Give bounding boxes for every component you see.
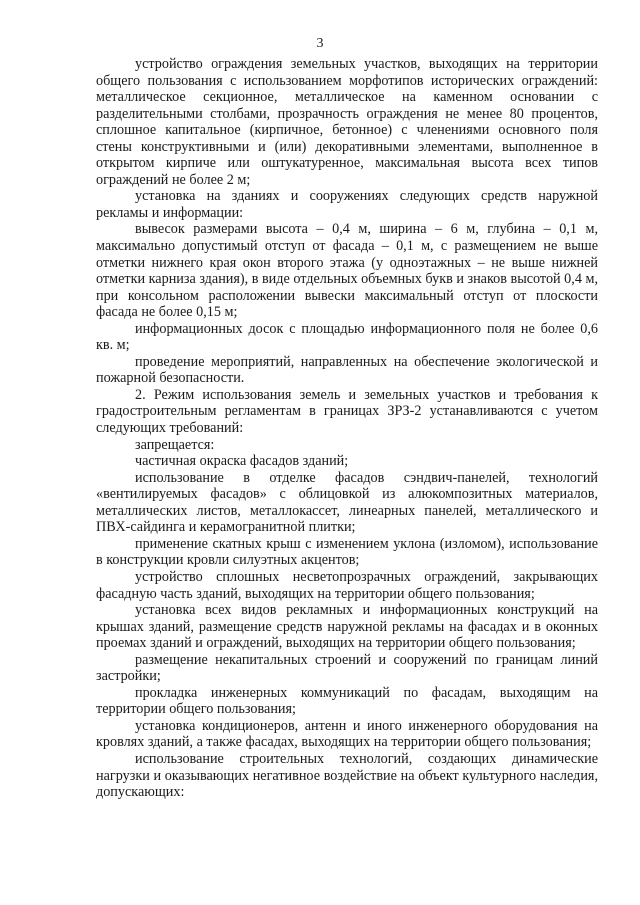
paragraph-construction-technologies: использование строительных технологий, создающих динамические нагрузки и оказывающих негативное воздействие на объект культурного наследия, допускающих: [96,750,598,801]
paragraph-facade-materials: использование в отделке фасадов сэндвич-панелей, технологий «вентилируемых фасадов» с облицовкой из алюкомпозитных материалов, металлических листов, металлокассет, линеарных панелей, металлического и ПВХ-сайдинга и керамогранитной плитки; [96,469,598,536]
paragraph-partial-painting: частичная окраска фасадов зданий; [135,453,349,470]
paragraph-advertising-installation: установка на зданиях и сооружениях следующих средств наружной рекламы и информации: [96,188,598,221]
paragraph-temporary-structures: размещение некапитальных строений и сооружений по границам линий застройки; [96,651,598,685]
paragraph-zrz2-regime: 2. Режим использования земель и земельных участков и требования к градостроительным регламентам в границах ЗРЗ-2 устанавливаются с учетом следующих требований: [96,386,598,437]
document-body [96,56,598,801]
paragraph-air-conditioners: установка кондиционеров, антенн и иного инженерного оборудования на кровлях зданий, а также фасадах, выходящих на территории общего пользования; [96,717,598,751]
paragraph-roof-advertising: установка всех видов рекламных и информационных конструкций на крышах зданий, размещение средств наружной рекламы на фасадах и в оконных проемах зданий и ограждений, выходящих на территории общего пользования; [96,602,598,652]
paragraph-utilities-on-facades: прокладка инженерных коммуникаций по фасадам, выходящим на территории общего пользования; [96,684,598,718]
paragraph-fence-requirements: устройство ограждения земельных участков, выходящих на территории общего пользования с использованием морфотипов исторических ограждений: металлическое секционное, металлическое на каменном основании с разделительными столбами, прозрачность ограждения не менее 80 процентов, сплошное капитальное (кирпичное, бетонное) с членениями основного поля стены конструктивными и (или) декоративными элементами, выполненное в открытом кирпиче или оштукатуренное, максимальная высота всех типов ограждений не более 2 м; [96,56,598,188]
paragraph-prohibited: запрещается: [135,436,215,453]
paragraph-safety-measures: проведение мероприятий, направленных на обеспечение экологической и пожарной безопасности. [96,353,598,387]
page-number: 3 [316,36,324,51]
paragraph-pitched-roofs: применение скатных крыш с изменением уклона (изломом), использование в конструкции кровли силуэтных акцентов; [96,535,598,569]
paragraph-signboards: вывесок размерами высота – 0,4 м, ширина – 6 м, глубина – 0,1 м, максимально допустимый отступ от фасада – 0,1 м, с размещением не выше отметки нижнего края окон второго этажа (у одноэтажных – не выше нижней отметки карниза здания), в виде отдельных объемных букв и знаков высотой 0,4 м, при консольном расположении вывески максимальный отступ от плоскости фасада не более 0,15 м; [96,221,598,321]
paragraph-solid-fences: устройство сплошных несветопрозрачных ограждений, закрывающих фасадную часть зданий, выходящих на территории общего пользования; [96,568,598,602]
paragraph-info-boards: информационных досок с площадью информационного поля не более 0,6 кв. м; [96,320,598,354]
